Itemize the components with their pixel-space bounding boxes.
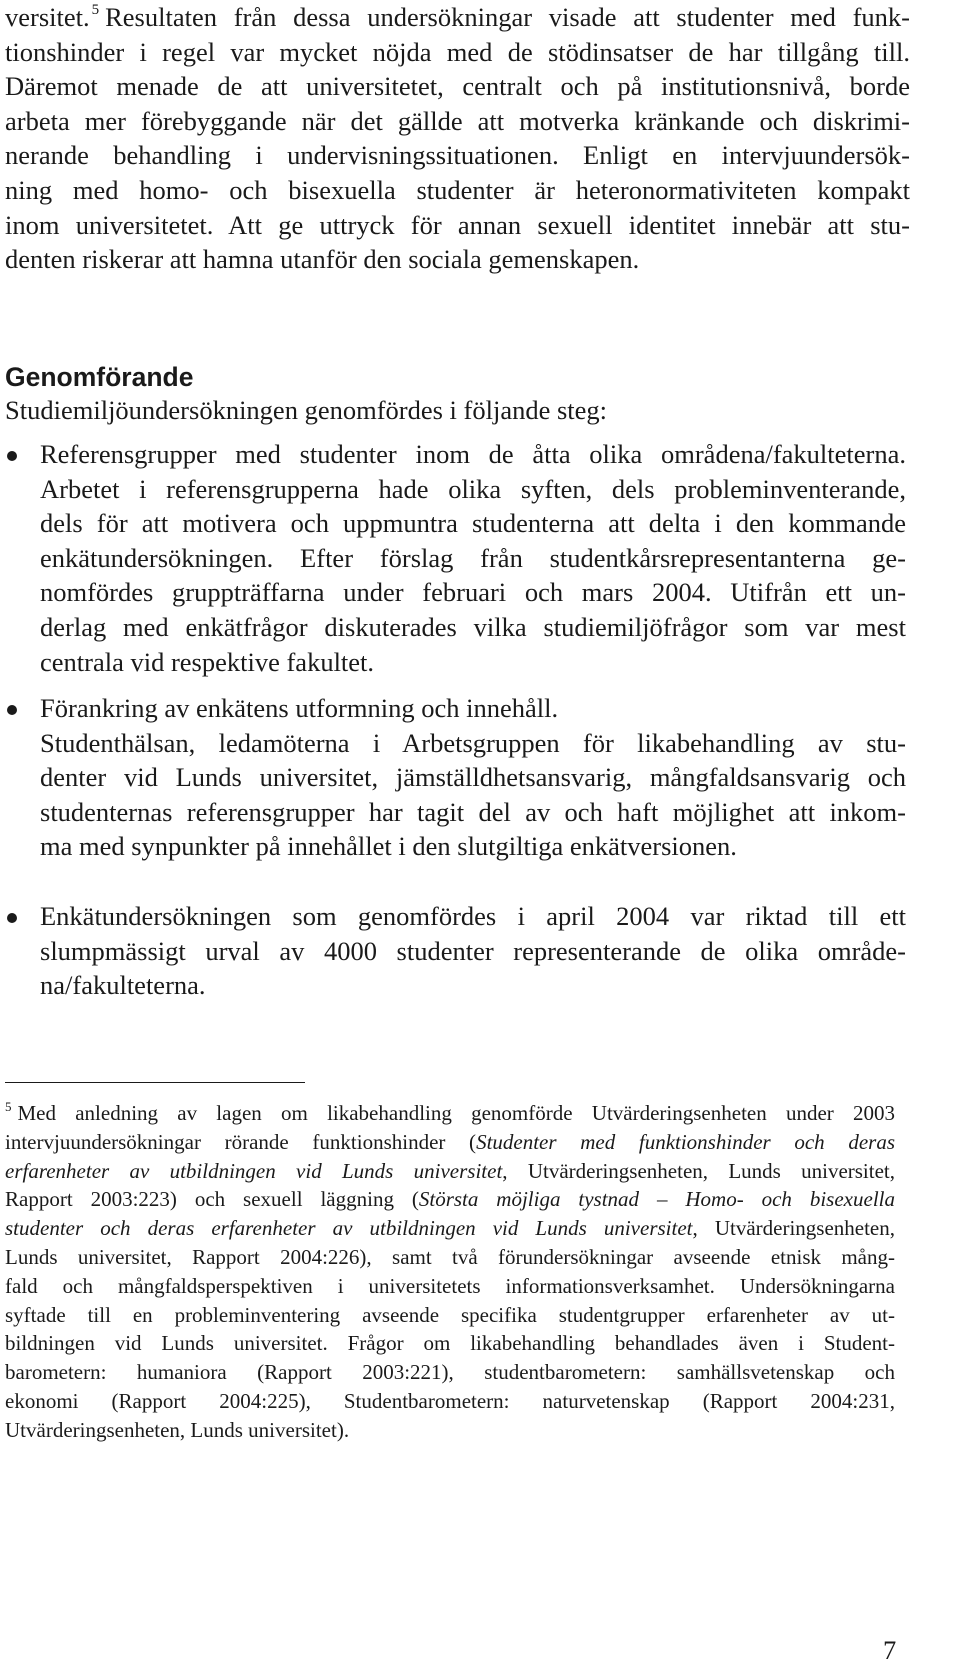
footnote-marker: 5	[5, 1099, 12, 1114]
list-line: nomfördes gruppträffarna under februari och mars 2004. Utifrån ett un-	[40, 577, 906, 608]
list-line: na/fakulteterna.	[40, 970, 206, 1001]
footnote-text: , Utvärderingsenheten,	[692, 1216, 895, 1241]
list-item-text	[40, 899, 906, 1003]
list-line: slumpmässigt urval av 4000 studenter representerande de olika område-	[40, 935, 906, 966]
footnote	[5, 1099, 895, 1445]
footnote-title: studenter och deras erfarenheter av utbildningen vid Lunds universitet	[5, 1216, 693, 1241]
list-line: enkätundersökningen. Efter förslag från studentkårsrepresentanterna ge-	[40, 542, 906, 573]
intro-line	[5, 0, 910, 35]
footnote-line	[5, 1214, 895, 1243]
footnote-line: Lunds universitet, Rapport 2004:226), samt två förundersökningar avseende etnisk mång-	[5, 1244, 895, 1269]
intro-line: tionshinder i regel var mycket nöjda med de stödinsatser de har tillgång till.	[5, 36, 910, 67]
footnote-title: Största möjliga tystnad – Homo- och bisexuella	[418, 1187, 895, 1212]
footnote-line: ekonomi (Rapport 2004:225), Studentbarometern: naturvetenskap (Rapport 2004:231,	[5, 1388, 895, 1413]
footnote-line: bildningen vid Lunds universitet. Frågor om likabehandling behandlades även i Student-	[5, 1331, 895, 1356]
bullet-icon	[7, 705, 17, 715]
footnote-line: fald och mångfaldsperspektiven i universitetets informationsverksamhet. Undersökningarna	[5, 1273, 895, 1298]
list-line: centrala vid respektive fakultet.	[40, 646, 375, 677]
footnote-line: syftade till en probleminventering avseende specifika studentgrupper erfarenheter av ut-	[5, 1302, 895, 1327]
intro-line: Däremot menade de att universitetet, centralt och på institutionsnivå, borde	[5, 71, 910, 102]
footnote-line	[5, 1157, 895, 1186]
footnote-title: erfarenheter av utbildningen vid Lunds universitet	[5, 1158, 503, 1183]
bullet-icon	[7, 913, 17, 923]
section-lead: Studiemiljöundersökningen genomfördes i följande steg:	[5, 395, 608, 425]
list-line: ma med synpunkter på innehållet i den slutgiltiga enkätversionen.	[40, 831, 737, 862]
footnote-line: barometern: humaniora (Rapport 2003:221), studentbarometern: samhällsvetenskap och	[5, 1360, 895, 1385]
intro-line: inom universitetet. Att ge uttryck för annan sexuell identitet innebär att stu-	[5, 209, 910, 240]
list-item-text	[40, 437, 906, 679]
list-line: Referensgrupper med studenter inom de åtta olika områdena/fakulteterna.	[40, 439, 906, 469]
footnote-divider	[5, 1082, 305, 1083]
list-line: dels för att motivera och uppmuntra studenterna att delta i den kommande	[40, 508, 906, 539]
list-line: derlag med enkätfrågor diskuterades vilka studiemiljöfrågor som var mest	[40, 611, 906, 642]
footnote-text: intervjuundersökningar rörande funktionshinder (	[5, 1129, 477, 1154]
list-item-text	[40, 691, 906, 864]
list-line: Förankring av enkätens utformning och innehåll.	[40, 693, 559, 723]
footnote-reference: 5	[91, 2, 100, 18]
footnote-line: Utvärderingsenheten, Lunds universitet).	[5, 1417, 350, 1442]
list-line: Studenthälsan, ledamöterna i Arbetsgruppen för likabehandling av stu-	[40, 727, 906, 758]
page-number: 7	[883, 1635, 897, 1665]
list-line: denter vid Lunds universitet, jämställdhetsansvarig, mångfaldsansvarig och	[40, 762, 906, 793]
footnote-line	[5, 1128, 895, 1157]
bullet-icon	[7, 451, 17, 461]
section-heading: Genomförande	[5, 362, 194, 392]
intro-line: denten riskerar att hamna utanför den sociala gemenskapen.	[5, 244, 640, 275]
footnote-line	[5, 1185, 895, 1214]
footnote-line	[5, 1099, 895, 1128]
intro-line-end: Resultaten från dessa undersökningar visade att studenter med funk-	[105, 2, 910, 32]
intro-line: ning med homo- och bisexuella studenter är heteronormativiteten kompakt	[5, 174, 910, 205]
footnote-text: Med anledning av lagen om likabehandling genomförde Utvärderingsenheten under 2003	[17, 1101, 895, 1125]
list-line: Arbetet i referensgrupperna hade olika syften, dels probleminventerande,	[40, 473, 906, 504]
intro-line-start: versitet.	[5, 2, 90, 32]
list-line: studenternas referensgrupper har tagit del av och haft möjlighet att inkom-	[40, 796, 906, 827]
intro-line: arbeta mer förebyggande när det gällde att motverka kränkande och diskrimi-	[5, 105, 910, 136]
list-line: Enkätundersökningen som genomfördes i april 2004 var riktad till ett	[40, 901, 906, 931]
intro-line: nerande behandling i undervisningssituationen. Enligt en intervjuundersök-	[5, 140, 910, 171]
footnote-text: Rapport 2003:223) och sexuell läggning (	[5, 1187, 419, 1212]
footnote-title: Studenter med funktionshinder och deras	[476, 1129, 896, 1154]
footnote-text: , Utvärderingsenheten, Lunds universitet,	[502, 1158, 896, 1183]
intro-paragraph	[5, 0, 910, 277]
